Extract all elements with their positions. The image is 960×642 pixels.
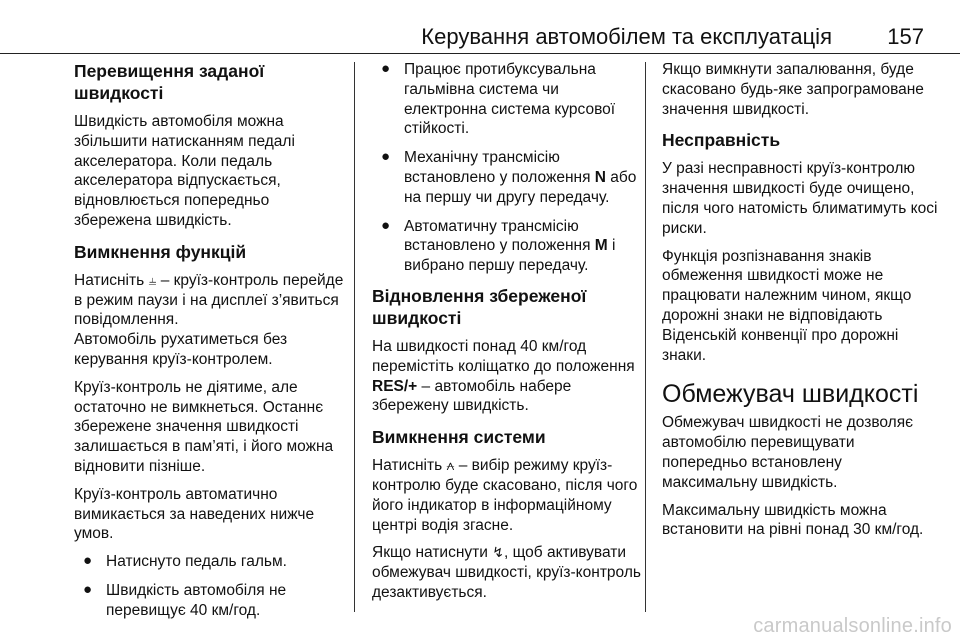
paragraph-resume xyxy=(372,337,644,416)
paragraph-limiter-2: Максимальну швидкість можна встановити на рівні понад 30 км/год. xyxy=(662,501,924,539)
header-rule xyxy=(0,53,960,54)
text: Натисніть xyxy=(372,457,443,475)
column-2 xyxy=(372,60,644,611)
header-title: Керування автомобілем та експлуатація xyxy=(421,24,832,49)
gear-key: M xyxy=(594,237,608,255)
res-key: RES/+ xyxy=(372,377,418,395)
list-item xyxy=(372,148,644,207)
text: – автомобіль набере збережену швидкість. xyxy=(372,377,572,415)
text: – круїз-контроль перейде в режим паузи і на дисплеї з’явиться повідомлення. xyxy=(74,271,344,329)
bullet-icon: ● xyxy=(381,216,391,234)
paragraph-system-off xyxy=(372,456,644,535)
text: і вибрано першу передачу. xyxy=(404,237,616,275)
text: Автомобіль рухатиметься без керування круїз-контролем. xyxy=(74,331,288,368)
text: – вибір режиму круїз-контролю буде скасовано, після чого його індикатор в інформаційному центрі водія згасне. xyxy=(372,457,638,534)
paragraph-limiter-activate xyxy=(372,543,644,602)
list-item xyxy=(74,581,346,621)
heading-exceed-speed: Перевищення заданої швидкості xyxy=(74,61,265,103)
paragraph-fault: У разі несправності круїз-контролю значення швидкості буде очищено, після чого натомість блиматимуть косі риски. xyxy=(662,160,938,237)
paragraph-inactive: Круїз-контроль не діятиме, але остаточно не вимкнеться. Останнє збережене значення швидкості залишається в пам’яті, і його можна відновити пізніше. xyxy=(74,378,334,475)
text: Натиснуто педаль гальм. xyxy=(106,553,287,571)
auto-off-list xyxy=(74,552,346,620)
text: або на першу чи другу передачу. xyxy=(404,168,637,206)
list-item xyxy=(372,217,644,276)
column-1 xyxy=(74,60,346,630)
heading-speed-limiter: Обмежувач швидкості xyxy=(662,380,919,409)
watermark: carmanualsonline.info xyxy=(753,615,952,637)
cruise-control-icon: ⩜ xyxy=(446,457,455,474)
paragraph-limiter-1: Обмежувач швидкості не дозволяє автомобілю перевищувати попередньо встановлену максимальну швидкість. xyxy=(662,414,914,491)
column-divider xyxy=(645,62,646,612)
heading-resume: Відновлення збереженої швидкості xyxy=(372,285,587,328)
column-divider xyxy=(354,62,355,612)
gear-key: N xyxy=(594,168,606,186)
speed-limiter-icon: ↯ xyxy=(492,544,504,561)
bullet-icon: ● xyxy=(381,148,391,166)
bullet-icon: ● xyxy=(381,60,391,77)
list-item xyxy=(74,552,346,572)
column-3 xyxy=(662,60,938,548)
paragraph-auto-off: Круїз-контроль автоматично вимикається за наведених нижче умов. xyxy=(74,485,315,543)
text: , щоб активувати обмежувач швидкості, круїз-контроль дезактивується. xyxy=(372,544,641,601)
text: Якщо натиснути xyxy=(372,544,488,562)
paragraph-ignition: Якщо вимкнути запалювання, буде скасовано будь-яке запрограмоване значення швидкості. xyxy=(662,61,924,118)
heading-fault: Несправність xyxy=(662,130,781,151)
bullet-icon: ● xyxy=(83,552,93,570)
cruise-pause-icon: ⫨ xyxy=(148,271,157,288)
heading-deactivate: Вимкнення функцій xyxy=(74,241,247,262)
paragraph-press-pause xyxy=(74,271,346,370)
bullet-icon: ● xyxy=(83,580,93,598)
text: Працює протибуксувальна гальмівна система чи електронна система курсової стійкості. xyxy=(404,61,616,138)
text: На швидкості понад 40 км/год перемістіть коліщатко до положення xyxy=(372,337,635,375)
list-item xyxy=(372,60,644,139)
paragraph-exceed: Швидкість автомобіля можна збільшити натисканням педалі акселератора. Коли педаль акселератора відпускається, відновлюється попередньо збережена швидкість. xyxy=(74,113,295,229)
page-header xyxy=(0,0,960,52)
paragraph-sign-recognition: Функція розпізнавання знаків обмеження швидкості може не працювати належним чином, якщо дорожні знаки не відповідають Віденській конвенції про дорожні знаки. xyxy=(662,247,912,364)
heading-system-off: Вимкнення системи xyxy=(372,427,546,448)
auto-off-list-continued xyxy=(372,60,644,276)
page-number: 157 xyxy=(887,24,924,49)
text: Швидкість автомобіля не перевищує 40 км/год. xyxy=(106,581,287,619)
text: Автоматичну трансмісію встановлено у положення xyxy=(404,217,595,255)
text: Натисніть xyxy=(74,271,145,289)
text: Механічну трансмісію встановлено у положення xyxy=(404,149,595,186)
